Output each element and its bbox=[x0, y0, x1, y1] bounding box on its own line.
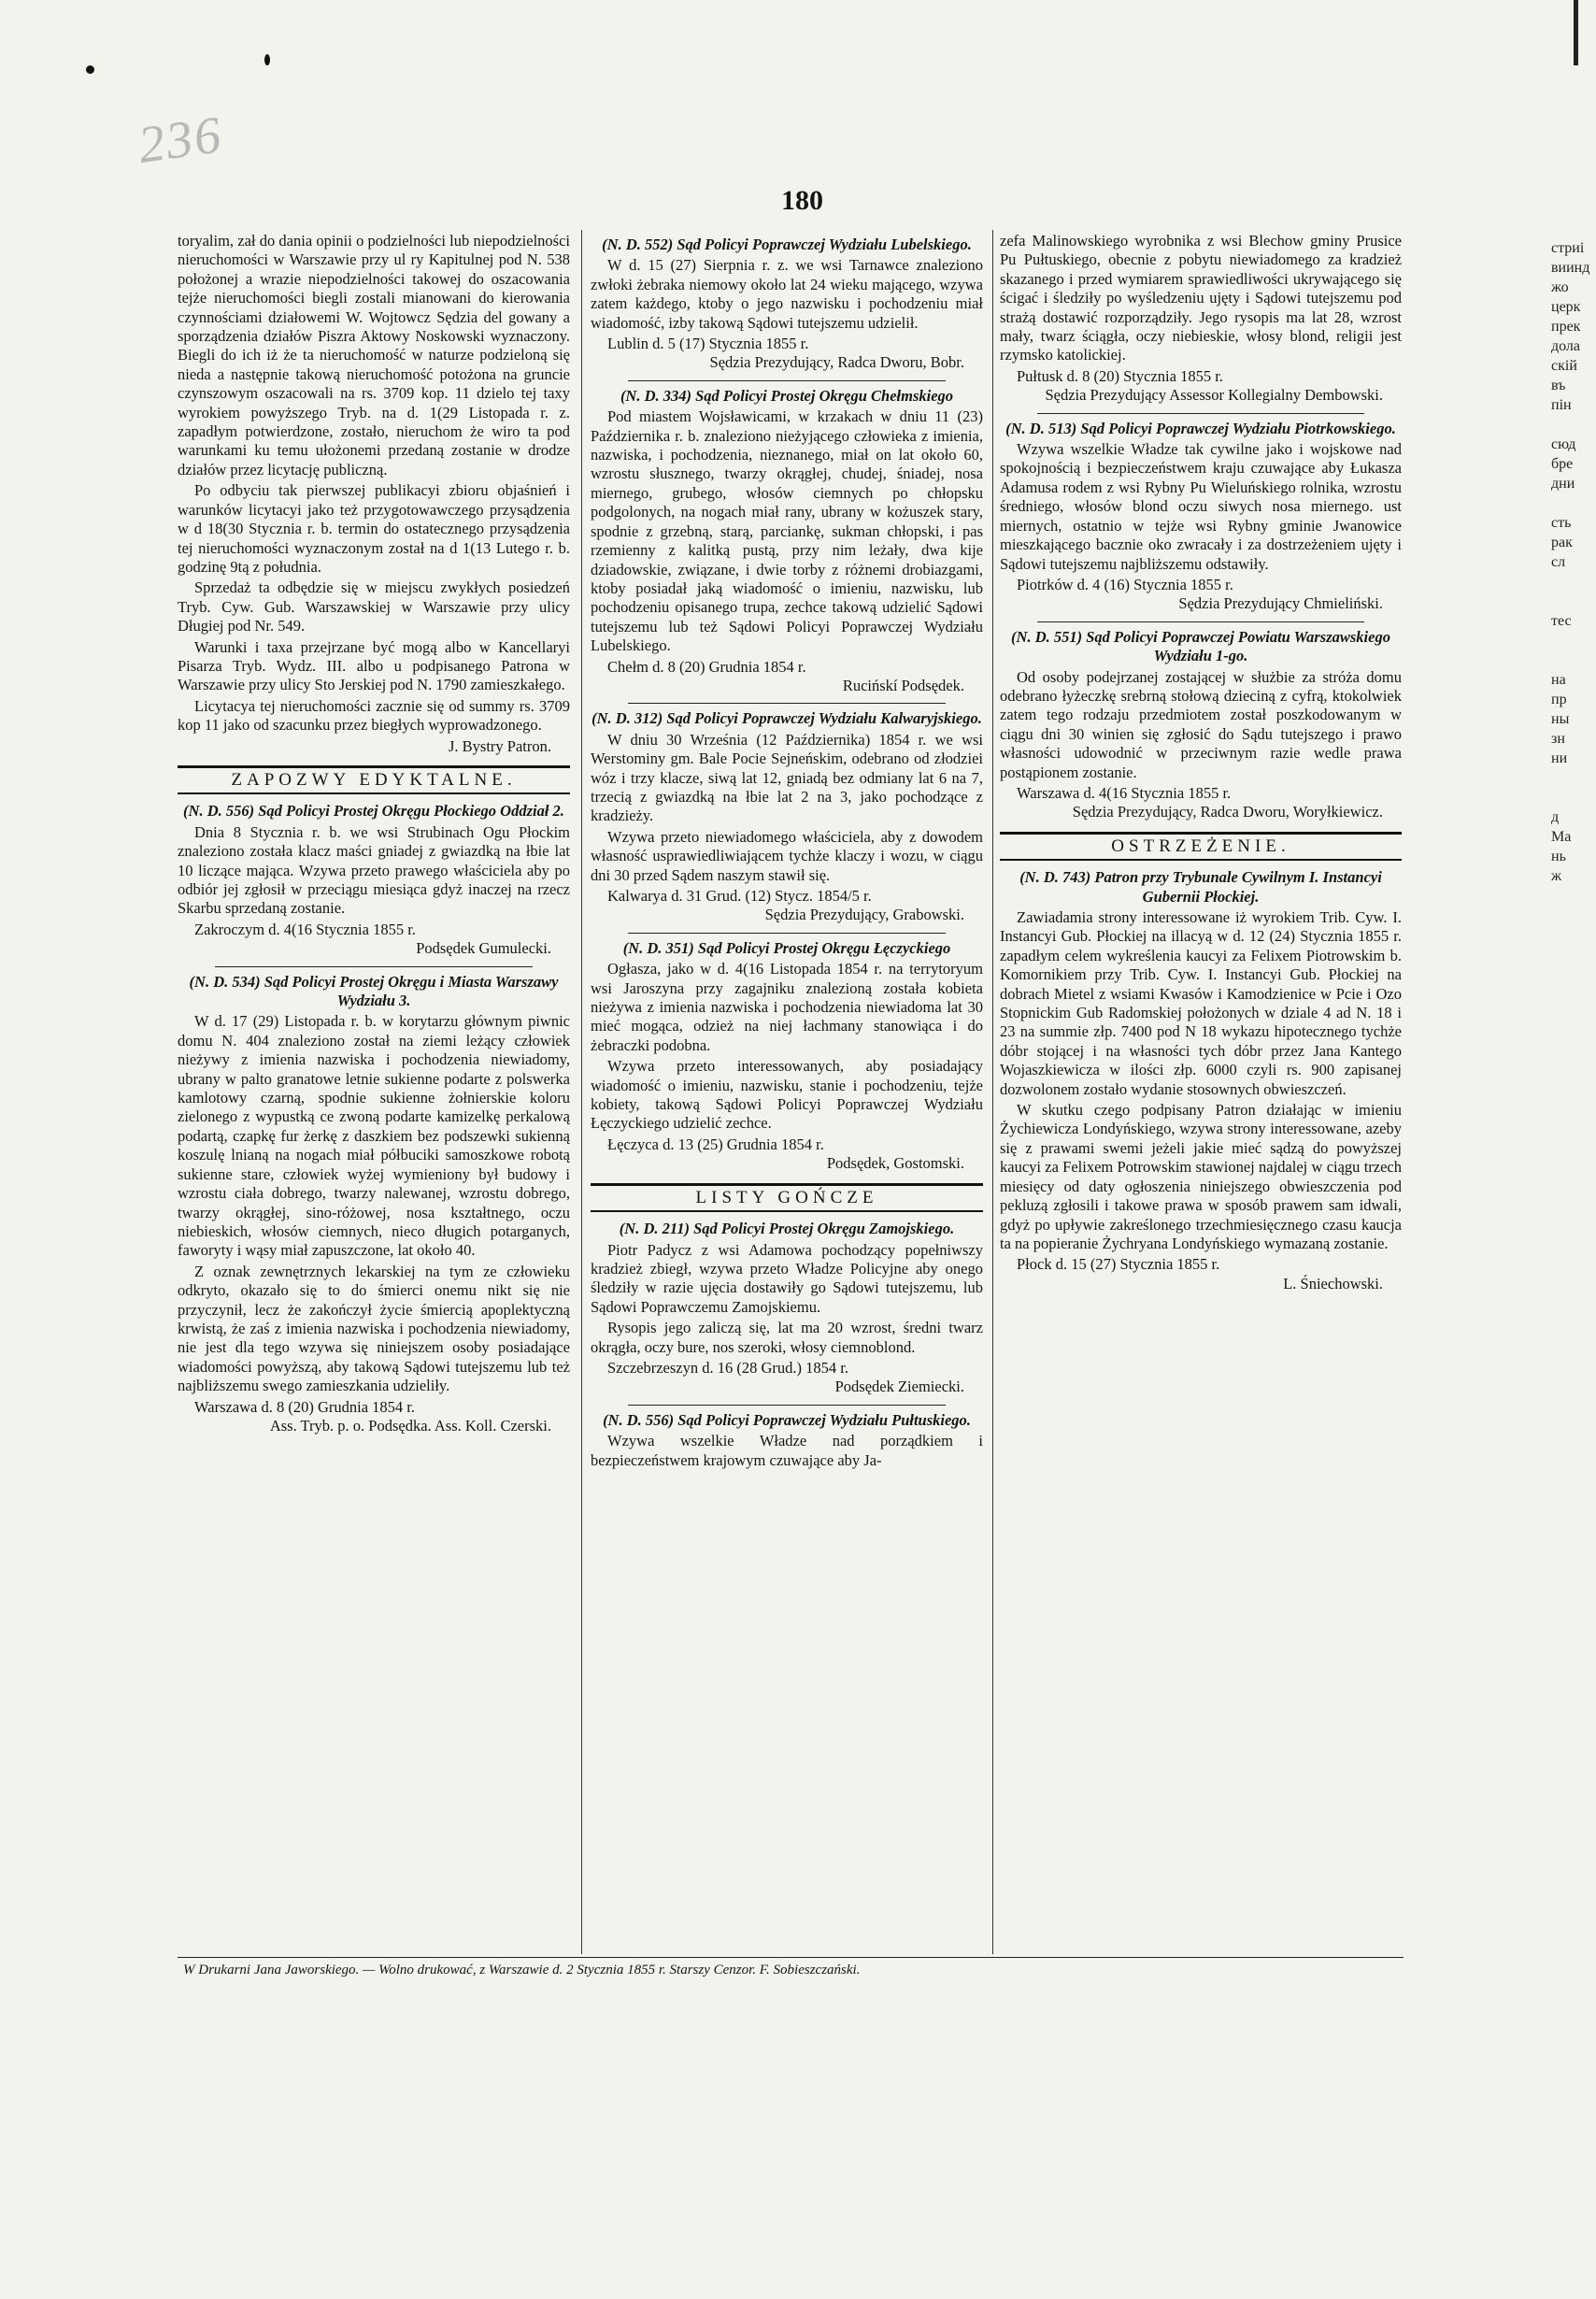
notice-heading: (N. D. 513) Sąd Policyi Poprawczej Wydziału Piotrkowskiego. bbox=[1005, 419, 1396, 437]
adjacent-page-line: прек bbox=[1551, 319, 1581, 335]
adjacent-page-line bbox=[1551, 925, 1596, 945]
adjacent-page-line: церк bbox=[1551, 299, 1581, 315]
adjacent-page-line: стриі bbox=[1551, 240, 1585, 256]
adjacent-page-line: ж bbox=[1551, 868, 1562, 884]
signature: Podsędek Gumulecki. bbox=[416, 939, 551, 958]
notice-text: Zawiadamia strony interessowane iż wyrokiem Trib. Cyw. I. Instancyi Gub. Płockiej na illacyą w d. 12 (24) Stycznia 1855 r. zapadłym celem wykreślenia kaucyi za Felixem Piotrowskim b. Komornikiem przy Trib. Cyw. I. Instancyi Gub. Płockiej na dobrach Mietel z wsiami Kwasów i Kamodzienice w Pcie i Ozo Stopnickim Gub Radomskiej położonych w dziale 4 ad N. 18 i 23 na summie złp. 7400 pod N 18 wykazu hipotecznego tychże dóbr stojącej i na własności tych dóbr przez Jana Kantego Wojaszkiewicza w ilości złp. 6000 czyli rs. 900 zapisanej dozwolonem zostało wydanie stosownych obwieszczeń. bbox=[1000, 908, 1402, 1098]
section-heading-wanted: LISTY GOŃCZE bbox=[591, 1183, 983, 1212]
notice-place-date: Warszawa d. 8 (20) Grudnia 1854 r. bbox=[194, 1397, 416, 1416]
printer-imprint: W Drukarni Jana Jaworskiego. — Wolno drukować, z Warszawie d. 2 Stycznia 1855 r. Starszy Cenzor. F. Sobieszczański. bbox=[183, 1963, 861, 1978]
separator bbox=[628, 380, 946, 381]
notice-place-date: Zakroczym d. 4(16 Stycznia 1855 r. bbox=[194, 920, 416, 938]
notice-text: Warunki i taxa przejrzane być mogą albo w Kancellaryi Pisarza Tryb. Wydz. III. albo u podpisanego Patrona w Warszawie przy ulicy Sto Jerskiej pod N. 1790 zamieszkałego. bbox=[178, 637, 570, 694]
signature: Ass. Tryb. p. o. Podsędka. Ass. Koll. Czerski. bbox=[269, 1416, 551, 1435]
notice-text: Wzywa przeto niewiadomego właściciela, aby z dowodem własność usprawiedliwiającem tychże klaczy i wozu, w ciągu dni 30 przed Sądem naszym stawił się. bbox=[591, 827, 983, 884]
adjacent-page-line: сюд bbox=[1551, 436, 1576, 452]
notice-heading: (N. D. 552) Sąd Policyi Poprawczej Wydziału Lubelskiego. bbox=[602, 236, 972, 253]
column-rule bbox=[581, 230, 582, 1954]
separator bbox=[215, 966, 533, 967]
notice-place-date: Kalwarya d. 31 Grud. (12) Stycz. 1854/5 r. bbox=[607, 887, 872, 905]
separator bbox=[1037, 621, 1364, 622]
notice-text: Sprzedaż ta odbędzie się w miejscu zwykłych posiedzeń Tryb. Cyw. Gub. Warszawskiej w Warszawie przy ulicy Długiej pod Nr. 549. bbox=[178, 578, 570, 635]
signature: J. Bystry Patron. bbox=[448, 736, 551, 755]
notice-text: Wzywa przeto interessowanych, aby posiadający wiadomość o imieniu, nazwisku, stanie i pochodzeniu, tejże kobiety, takową Sądowi Policyi Poprawczej Wydziału Łęczyckiego udzielić zechce. bbox=[591, 1057, 983, 1133]
adjacent-page-line bbox=[1551, 768, 1596, 788]
adjacent-page-line bbox=[1551, 631, 1596, 650]
adjacent-page-line bbox=[1551, 650, 1596, 670]
ink-speck bbox=[264, 54, 270, 65]
adjacent-page-line bbox=[1551, 415, 1596, 435]
separator bbox=[628, 933, 946, 934]
notice-text: Rysopis jego zaliczą się, lat ma 20 wzrost, średni twarz okrągła, oczy bure, nos szeroki, włosy ciemnoblond. bbox=[591, 1319, 983, 1356]
adjacent-page-line: рак bbox=[1551, 535, 1573, 550]
column-3 bbox=[1000, 232, 1402, 1295]
signature: Podsędek Ziemiecki. bbox=[834, 1378, 964, 1396]
scan-edge-mark bbox=[1574, 0, 1578, 65]
notice-text: Licytacya tej nieruchomości zacznie się od summy rs. 3709 kop 11 jako od szacunku przez biegłych wyprowadzonego. bbox=[178, 696, 570, 735]
ink-speck bbox=[86, 65, 94, 74]
notice-text: Wzywa wszelkie Władze nad porządkiem i bezpieczeństwem krajowym czuwające aby Ja- bbox=[591, 1432, 983, 1469]
notice-heading: (N. D. 556) Sąd Policyi Poprawczej Wydziału Pułtuskiego. bbox=[603, 1410, 971, 1429]
adjacent-page-line: виинд bbox=[1551, 260, 1590, 276]
column-rule bbox=[992, 230, 993, 1954]
notice-heading: (N. D. 211) Sąd Policyi Prostej Okręgu Zamojskiego. bbox=[619, 1220, 955, 1238]
adjacent-page-line: сл bbox=[1551, 554, 1566, 570]
notice-text: W d. 17 (29) Listopada r. b. w korytarzu głównym piwnic domu N. 404 znaleziono został na ziemi leżący człowiek nieżywy z imienia nazwiska i pochodzenia niewiadomy, ubrany w palto granatowe letnie sukienne podarte z polswerka kamlotowy czarną, spodnie sukienne żołnierskie koloru zielonego z wypustką ce zwoną podarte kamizelkę perkalową podartą, czapkę fur żerkę z daszkiem bez podszewki sukienną koszulę lnianą na nogach miał półbuciki samoszkowe robotą sukienne stare, człowiek wyżej wymieniony był budowy i wzrostu ciała dobrego, twarzy nalewanej, wzrostu dobrego, twarzy okrągłej, sino-różowej, nosa kształtnego, oczu niebieskich, włosów ciemnych, nieco długich potarganych, faworyty i wąsy miał zapuszczone, lat około 40. bbox=[178, 1012, 570, 1260]
signature: Sędzia Prezydujący, Grabowski. bbox=[764, 906, 964, 924]
adjacent-page-line: тес bbox=[1551, 613, 1572, 629]
adjacent-page-fragment bbox=[1551, 238, 1596, 964]
notice-text: toryalim, zał do dania opinii o podzielności lub niepodzielności nieruchomości w Warszawie przy ul ry Kapitulnej pod N. 538 położonej a wrazie niepodzielności takowej do oszacowania tejże nieruchomości biegli zostali mianowani do kierowania czynnościami działowemi W. Wojtowcz Sędzia del gowany a sporządzenia działów Piszra Aktowy Noskowski wyznaczony. Biegli do ich iż że ta nieruchomość w naturze podzieloną się nieda a następnie takową nieruchomość potożona na gruncie czynszowym oszacowali na rs. 3709 kop. 11 dzielo tej taxy wyrokiem powyższego Tryb. na d. 1(29 Listopada r. z. zapadłym potwierdzone, zostało, nieruchom że wiro ta pod warunkami ku temu ułożonemi przedaną zostanie w drodze działów przez licytację publiczną. bbox=[178, 232, 570, 478]
adjacent-page-line bbox=[1551, 886, 1596, 906]
notice-heading: (N. D. 312) Sąd Policyi Poprawczej Wydziału Kalwaryjskiego. bbox=[591, 709, 982, 728]
adjacent-page-line: пін bbox=[1551, 397, 1572, 413]
notice-place-date: Łęczyca d. 13 (25) Grudnia 1854 r. bbox=[607, 1135, 824, 1153]
notice-place-date: Lublin d. 5 (17) Stycznia 1855 r. bbox=[607, 335, 809, 353]
adjacent-page-line: ни bbox=[1551, 750, 1568, 766]
column-2 bbox=[591, 232, 983, 1472]
notice-text: Z oznak zewnętrznych lekarskiej na tym ze człowieku odkryto, okazało się to do śmierci onemu nikt się nie przyczynił, lecz że zakończył życie śmiercią apoplektyczną krwistą, że zaś z imienia nazwiska i pochodzenia niewiadomy, nie jest dla tego wzywa się niniejszem osoby posiadające wiadomości powyższą, aby takową Sądowi tutejszemu lub też najbliższemu swego zamieszkania udzieliły. bbox=[178, 1262, 570, 1395]
notice-text: Po odbyciu tak pierwszej publikacyi zbioru objaśnień i warunków licytacyi jako też przygotowawczego przysądzenia w d 18(30 Stycznia r. b. termin do ostatecznego przysądzenia tej nieruchomości wyznaczonym został na d 1(13 Lutego r. b. godzinę 9tą z południa. bbox=[178, 481, 570, 576]
adjacent-page-line bbox=[1551, 572, 1596, 592]
page-number: 180 bbox=[781, 185, 823, 216]
notice-text: Pod miastem Wojsławicami, w krzakach w dniu 11 (23) Października r. b. znaleziono nieżyjącego człowieka z imienia, nazwiska, i pochodzenia, nieznanego, miał on lat około 60, wzrostu słusznego, twarzy okrągłej, chudej, śniadej, nosa miernego, grubego, włosów ciemnych po chłopsku podgolonych, na nogach miał rany, ubrany w kożuszek stary, spodnie z grzebną, starą, parciankę, sukman chłopski, i pas rzemienny z kalitką pustą, przy nim leżały, dwa kije dziadowskie, związane, i dwie torby z różnemi drobiazgami, ktoby posiadał jaką wiadomość o imieniu, nazwisku, lub pochodzeniu opisanego trupa, zechce takową udzielić Sądowi tutejszemu lub też Sądowi Policyi Poprawczej Wydziału Lubelskiego. bbox=[591, 407, 983, 655]
margin-handwritten-note: 236 bbox=[135, 106, 226, 175]
notice-place-date: Szczebrzeszyn d. 16 (28 Grud.) 1854 r. bbox=[607, 1358, 848, 1377]
separator bbox=[628, 703, 946, 704]
adjacent-page-line: пр bbox=[1551, 692, 1567, 707]
adjacent-page-line: жо bbox=[1551, 279, 1569, 295]
separator bbox=[628, 1405, 946, 1406]
notice-heading: (N. D. 556) Sąd Policyi Prostej Okręgu Płockiego Oddział 2. bbox=[183, 802, 564, 821]
signature: Sędzia Prezydujący, Radca Dworu, Bobr. bbox=[709, 353, 964, 372]
adjacent-page-line bbox=[1551, 945, 1596, 964]
signature: Rucińskí Podsędek. bbox=[842, 676, 964, 694]
adjacent-page-line: зн bbox=[1551, 731, 1565, 747]
notice-text: Ogłasza, jako w d. 4(16 Listopada 1854 r. na terrytoryum wsi Jaroszyna przy zagajniku znalezioną została kobieta nieżywa z imienia nazwiska i pochodzenia niewiadoma lat 30 mieć mogąca, odzież na niej łachmany stanowiąca i do żebraczki podobna. bbox=[591, 960, 983, 1054]
notice-text: W d. 15 (27) Sierpnia r. z. we wsi Tarnawce znaleziono zwłoki żebraka niemowy około lat 24 wieku mającego, wzywa zatem każdego, ktoby o jego nazwisku i pochodzeniu miał wiadomość, izby takową Sądowi tutejszemu udzielił. bbox=[591, 256, 983, 332]
adjacent-page-line: скій bbox=[1551, 358, 1577, 374]
notice-heading: (N. D. 351) Sąd Policyi Prostej Okręgu Łęczyckiego bbox=[622, 938, 951, 957]
adjacent-page-line: сть bbox=[1551, 515, 1572, 531]
footer-rule bbox=[178, 1957, 1404, 1958]
adjacent-page-line: бре bbox=[1551, 456, 1574, 472]
adjacent-page-line: Ма bbox=[1551, 829, 1572, 845]
notice-heading: (N. D. 534) Sąd Policyi Prostej Okręgu i Miasta Warszawy Wydziału 3. bbox=[189, 972, 559, 1010]
adjacent-page-line: нь bbox=[1551, 849, 1566, 864]
adjacent-page-line: ны bbox=[1551, 711, 1570, 727]
notice-text: Wzywa wszelkie Władze tak cywilne jako i wojskowe nad spokojnością i bezpieczeństwem kraju czuwające aby Łukasza Adamusa rodem z wsi Rybny Pu Wieluńskiego rolnika, wzrostu średniego, włosów blond oczu siwych nosa miernego. ust miernych, ostatnio w tejże wsi Rybny gminie Jwanowice mieszkającego bacznie oko zwracały i za dostrzeżeniem ujęty i Sądowi tutejszemu najbliższemu odstawiły. bbox=[1000, 440, 1402, 573]
section-heading-warning: OSTRZEŻENIE. bbox=[1000, 832, 1402, 861]
adjacent-page-line bbox=[1551, 906, 1596, 925]
adjacent-page-line bbox=[1551, 493, 1596, 513]
signature: Podsędek, Gostomski. bbox=[826, 1154, 964, 1173]
notice-place-date: Chełm d. 8 (20) Grudnia 1854 r. bbox=[607, 657, 806, 676]
signature: L. Śniechowski. bbox=[1283, 1274, 1383, 1292]
column-1 bbox=[178, 232, 570, 1437]
notice-heading: (N. D. 551) Sąd Policyi Poprawczej Powiatu Warszawskiego Wydziału 1-go. bbox=[1011, 627, 1390, 665]
signature: Sędzia Prezydujący Chmieliński. bbox=[1178, 594, 1383, 613]
notice-text: Piotr Padycz z wsi Adamowa pochodzący popełniwszy kradzież zbiegł, wzywa przeto Władze Policyjne aby onego śledziły w razie ujęcia dostawiły go Sądowi tutejszemu, lub Sądowi Poprawczemu Zamojskiemu. bbox=[591, 1240, 983, 1316]
notice-heading: (N. D. 743) Patron przy Trybunale Cywilnym I. Instancyi Gubernii Płockiej. bbox=[1019, 868, 1382, 906]
notice-text: Dnia 8 Stycznia r. b. we wsi Strubinach Ogu Płockim znaleziono została klacz maści gniadej z gwiazdką na łbie lat 10 liczące mająca. Wzywa przeto prawego właściciela aby po odbiór jej zgłosił w przeciągu miesiąca gdyż inaczej na rzecz Skarbu sprzedaną zostanie. bbox=[178, 822, 570, 918]
signature: Sędzia Prezydujący Assessor Kollegialny Dembowski. bbox=[1045, 386, 1383, 405]
notice-place-date: Piotrków d. 4 (16) Stycznia 1855 r. bbox=[1017, 575, 1233, 593]
adjacent-page-line: въ bbox=[1551, 378, 1566, 393]
adjacent-page-line: на bbox=[1551, 672, 1566, 688]
adjacent-page-line bbox=[1551, 788, 1596, 807]
adjacent-page-line bbox=[1551, 592, 1596, 611]
separator bbox=[1037, 413, 1364, 414]
notice-place-date: Płock d. 15 (27) Stycznia 1855 r. bbox=[1017, 1255, 1220, 1274]
notice-heading: (N. D. 334) Sąd Policyi Prostej Okręgu Chełmskiego bbox=[620, 386, 954, 405]
adjacent-page-line: д bbox=[1551, 809, 1560, 825]
adjacent-page-line: дола bbox=[1551, 338, 1581, 354]
notice-text: zefa Malinowskiego wyrobnika z wsi Blechow gminy Prusice Pu Pułtuskiego, obecnie z pobytu niewiadomego za kradzież skazanego i przed wymiarem sprawiedliwości ukrywającego się ścigać i śledziły po wyśledzeniu ujęty i Sądowi tutejszemu pod strażą dostawić rozporządziły. Jego rysopis ma lat 28, wzrost mały, twarz ściągła, oczy niebieskie, włosy blond, religii jest rzymsko katolickiej. bbox=[1000, 232, 1402, 364]
notice-place-date: Pułtusk d. 8 (20) Stycznia 1855 r. bbox=[1017, 366, 1223, 385]
notice-text: W dniu 30 Września (12 Października) 1854 r. we wsi Werstominy gm. Bale Pocie Sejneńskim, odebrano od złodziei wóz i trzy klacze, siwą lat 12, gniadą bez odmiany lat 6 na 7, trzecią z gwiazdką na łbie lat 2 na 3, jako pochodzące z kradzieży. bbox=[591, 730, 983, 825]
adjacent-page-line: дни bbox=[1551, 476, 1575, 492]
notice-text: Od osoby podejrzanej zostającej w służbie za stróża domu odebrano łyżeczkę srebrną stołową dzieciną z cyfrą, ktokolwiek zatem tego rodzaju przedmiotem został poszkodowanym w ciągu dni 30 winien się zgłosić do Sądu tutejszego i prawo własności udowodnić w przeciwnym razie wedle prawa postąpionem zostanie. bbox=[1000, 667, 1402, 781]
notice-text: W skutku czego podpisany Patron działając w imieniu Żychiewicza Londyńskiego, wzywa strony interessowane, azeby się z prawami swemi jeżeli jakie mieć sądzą do powyższej kaucyi za Felixem Potrowskim stawionej najdalej w ciągu trzech miesięcy od daty ogłoszenia niniejszego obwieszczenia pod pekluzą zgłosili i takowe prawa w sposób prawem sam idwali, gdyż po upływie zakreślonego trzechmiesięcznego czasu kaucja ta na popieranie Żychryana Londyńskiego wymazaną zostanie. bbox=[1000, 1101, 1402, 1252]
notice-place-date: Warszawa d. 4(16 Stycznia 1855 r. bbox=[1017, 783, 1232, 802]
signature: Sędzia Prezydujący, Radca Dworu, Woryłkiewicz. bbox=[1072, 803, 1383, 821]
section-heading-edictal: ZAPOZWY EDYKTALNE. bbox=[178, 765, 570, 794]
